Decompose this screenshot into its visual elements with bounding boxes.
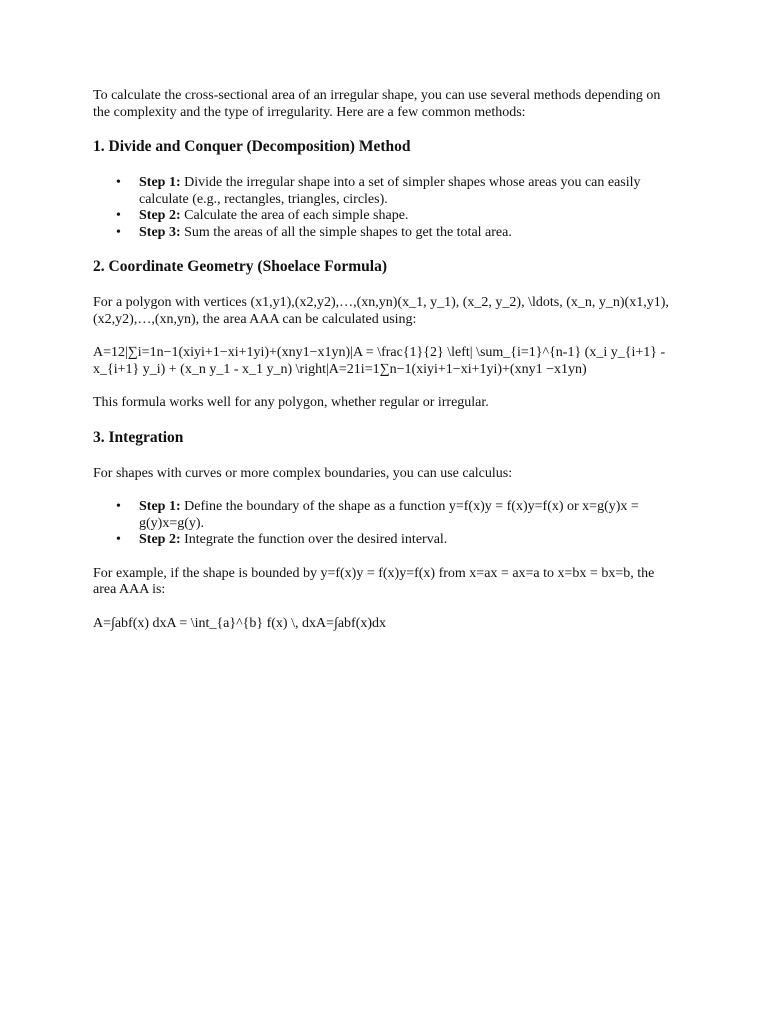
bullet-icon: • — [116, 175, 121, 190]
step-text: Define the boundary of the shape as a function y=f(x)y = f(x)y=f(x) or x=g(y)x = g(y)x=g(y). — [139, 499, 639, 531]
step-text: Divide the irregular shape into a set of simpler shapes whose areas you can easily calculate (e.g., rectangles, triangles, circles). — [139, 175, 641, 207]
list-item — [116, 532, 673, 549]
section-3-steps — [93, 499, 673, 549]
step-text: Calculate the area of each simple shape. — [180, 208, 409, 223]
bullet-icon: • — [116, 208, 121, 223]
list-item — [116, 208, 673, 225]
section-3-intro: For shapes with curves or more complex boundaries, you can use calculus: — [93, 465, 513, 481]
section-1-heading: 1. Divide and Conquer (Decomposition) Method — [93, 138, 411, 155]
document-page — [93, 88, 673, 649]
shoelace-formula: A=12|∑i=1n−1(xiyi+1−xi+1yi)+(xny1−x1yn)|A = \frac{1}{2} \left| \sum_{i=1}^{n-1} (x_i y_{i+1} - x_{i+1} y_i) + (x_n y_1 - x_1 y_n) \right|A=21i=1∑n−1(xiyi+1−xi+1yi)+(xny1 −x1yn) — [93, 345, 666, 377]
step-label: Step 3: — [139, 224, 181, 240]
section-1-steps — [93, 175, 673, 241]
step-label: Step 2: — [139, 532, 181, 547]
list-item — [116, 499, 673, 532]
step-label: Step 2: — [139, 208, 181, 223]
intro-paragraph: To calculate the cross-sectional area of an irregular shape, you can use several methods depending on the complexity and the type of irregularity. Here are a few common methods: — [93, 88, 661, 120]
step-label: Step 1: — [139, 499, 181, 514]
section-2-heading: 2. Coordinate Geometry (Shoelace Formula) — [93, 258, 388, 275]
section-3-heading: 3. Integration — [93, 428, 184, 446]
integral-formula: A=∫abf(x) dxA = \int_{a}^{b} f(x) \, dxA=∫abf(x)dx — [93, 615, 387, 631]
step-text: Sum the areas of all the simple shapes to get the total area. — [180, 224, 512, 240]
bullet-icon: • — [116, 224, 121, 240]
section-2-intro: For a polygon with vertices (x1,y1),(x2,y2),…,(xn,yn)(x_1, y_1), (x_2, y_2), \ldots, (x_n, y_n)(x1,y1),(x2,y2),…,(xn,yn), the area AAA can be calculated using: — [93, 295, 669, 327]
list-item — [116, 224, 673, 242]
section-2-note: This formula works well for any polygon, whether regular or irregular. — [93, 395, 489, 410]
bullet-icon: • — [116, 499, 121, 514]
list-item — [116, 175, 673, 208]
step-text: Integrate the function over the desired interval. — [180, 532, 448, 547]
bullet-icon: • — [116, 532, 121, 547]
section-3-example: For example, if the shape is bounded by y=f(x)y = f(x)y=f(x) from x=ax = ax=a to x=bx = bx=b, the area AAA is: — [93, 565, 655, 597]
step-label: Step 1: — [139, 175, 181, 190]
